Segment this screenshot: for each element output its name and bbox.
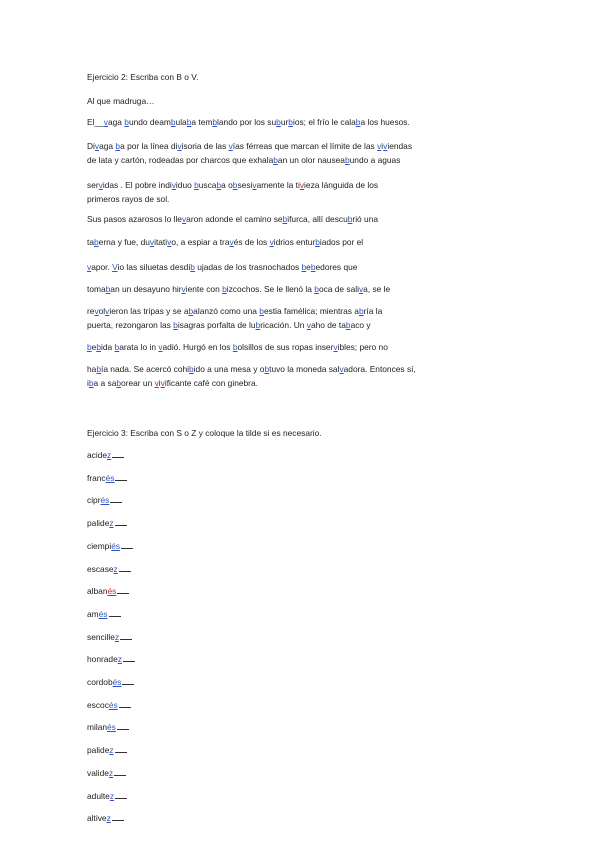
filled-letter: b	[173, 320, 178, 330]
word-item	[87, 472, 127, 484]
filled-letter: b	[273, 155, 278, 165]
text-fragment: aco y	[350, 320, 371, 330]
text-fragment: amente la ti	[256, 180, 300, 190]
filled-letter: v	[383, 141, 388, 151]
filled-letter: b	[355, 117, 361, 127]
filled-letter: b	[259, 306, 264, 316]
word-answer: és	[107, 722, 116, 733]
text-fragment: idrios entur	[273, 237, 316, 247]
filled-letter: V	[112, 262, 118, 272]
text-fragment: e	[91, 342, 97, 352]
text-fragment: isoria de las	[181, 141, 229, 151]
filled-letter: b	[194, 180, 199, 190]
text-fragment: Sus pasos azarosos lo lle	[87, 214, 182, 224]
text-fragment: El__	[87, 117, 104, 127]
exercise2-line	[87, 194, 169, 205]
filled-letter: v	[252, 180, 257, 190]
text-fragment: de lata y cartón, rodeadas por charcos que exhala	[87, 155, 274, 165]
word-item	[87, 699, 131, 711]
text-fragment: erna y fue, du	[98, 237, 150, 247]
answer-blank	[112, 812, 124, 821]
word-stem: cipr	[87, 495, 101, 506]
filled-letter: b	[188, 306, 194, 316]
word-answer: és	[112, 677, 122, 687]
word-answer: z	[114, 631, 120, 642]
text-fragment: és de los	[233, 237, 270, 247]
filled-letter: v	[167, 237, 172, 247]
text-fragment: iduo	[175, 180, 195, 190]
word-item	[87, 744, 127, 756]
answer-blank	[115, 517, 127, 526]
word-stem: milan	[87, 722, 108, 733]
filled-letter: v	[171, 180, 176, 190]
text-fragment: undo a aguas	[349, 155, 401, 165]
text-fragment: aho de ta	[310, 320, 346, 330]
text-fragment: ur	[280, 117, 289, 127]
exercise2-line	[87, 141, 412, 152]
text-fragment: ría la	[363, 306, 383, 316]
answer-blank	[114, 767, 126, 776]
filled-letter: b	[232, 180, 238, 190]
text-fragment: arata lo in	[119, 342, 159, 352]
filled-letter: b	[288, 117, 293, 127]
filled-letter: v	[333, 342, 338, 352]
text-fragment: ieza lánguida de los	[304, 180, 379, 190]
text-fragment: lando por los su	[217, 117, 277, 127]
filled-letter: v	[177, 141, 182, 151]
text-fragment: ios; el frío le cala	[292, 117, 356, 127]
word-stem: escase	[87, 563, 114, 574]
text-fragment: ido a una mesa y o	[193, 364, 265, 374]
text-fragment: iendas	[387, 141, 413, 151]
filled-letter: v	[149, 237, 155, 247]
text-fragment: ujadas de los trasnochados	[194, 262, 302, 272]
text-fragment: estia famélica; mientras a	[263, 306, 359, 316]
word-item	[87, 494, 122, 506]
answer-blank	[117, 585, 129, 594]
word-item	[87, 767, 126, 779]
filled-letter: v	[306, 320, 311, 330]
filled-letter: b	[344, 155, 350, 165]
filled-letter: v	[269, 237, 274, 247]
filled-letter: v	[181, 214, 187, 224]
text-fragment: toma	[87, 284, 106, 294]
exercise2-line	[87, 237, 363, 248]
text-fragment: sesi	[237, 180, 253, 190]
filled-letter: v	[377, 141, 382, 151]
text-fragment: rió una	[352, 214, 379, 224]
text-fragment: an un olor nausea	[277, 155, 345, 165]
word-answer: és	[108, 699, 118, 710]
filled-letter: b	[358, 306, 364, 316]
word-stem: valide	[87, 767, 109, 778]
filled-letter: v	[358, 284, 364, 294]
answer-blank	[123, 653, 135, 662]
answer-blank	[117, 721, 129, 730]
exercise3-title: Ejercicio 3: Escriba con S o Z y coloque la tilde si es necesario.	[87, 428, 322, 438]
exercise2-line	[87, 117, 410, 128]
text-fragment: aga	[107, 117, 125, 127]
word-item	[87, 676, 134, 688]
answer-blank	[109, 608, 121, 617]
filled-letter: b	[347, 214, 353, 224]
text-fragment: ula	[175, 117, 187, 127]
filled-letter-error: v	[299, 180, 305, 190]
word-stem: sencille	[87, 631, 115, 642]
text-fragment: apor.	[91, 262, 113, 272]
text-fragment: iados por el	[319, 237, 364, 247]
word-stem: palide	[87, 518, 110, 529]
answer-blank	[115, 472, 127, 481]
word-item	[87, 653, 135, 665]
text-fragment: e	[306, 262, 311, 272]
filled-letter: b	[88, 378, 94, 388]
word-stem: acide	[87, 450, 108, 460]
exercise2-subtitle: Al que madruga…	[87, 96, 155, 106]
text-fragment: an un desayuno hir	[110, 284, 182, 294]
filled-letter: v	[103, 117, 108, 127]
filled-letter: b	[222, 284, 227, 294]
word-answer: z	[109, 790, 115, 801]
text-fragment: ha	[87, 364, 97, 374]
text-fragment: i	[381, 141, 384, 151]
word-stem: adulte	[87, 790, 110, 801]
word-answer: és	[98, 608, 108, 619]
filled-letter: v	[94, 306, 99, 316]
filled-letter: b	[255, 320, 261, 330]
word-item	[87, 585, 129, 597]
text-fragment: ibles; pero no	[337, 342, 388, 352]
text-fragment: ías férreas que marcan el límite de las	[232, 141, 378, 151]
filled-letter: b	[310, 262, 316, 272]
word-answer: és	[107, 586, 117, 597]
answer-blank	[119, 699, 131, 708]
answer-blank	[121, 540, 133, 549]
text-fragment: iente con	[185, 284, 223, 294]
word-item	[87, 812, 124, 824]
answer-blank	[122, 676, 134, 685]
filled-letter: b	[264, 364, 270, 374]
filled-letter: b	[96, 364, 101, 374]
word-stem: alban	[87, 586, 108, 597]
word-answer: és	[105, 472, 115, 483]
filled-letter: b	[190, 262, 195, 272]
answer-blank	[119, 563, 131, 572]
filled-letter: v	[94, 141, 100, 151]
text-fragment: o, a espiar a tra	[171, 237, 230, 247]
filled-letter: b	[170, 117, 176, 127]
filled-letter: v	[87, 262, 92, 272]
filled-letter: v	[181, 284, 186, 294]
text-fragment: ificante café con ginebra.	[164, 378, 258, 388]
filled-letter: v	[339, 364, 344, 374]
text-fragment: aga	[99, 141, 116, 151]
word-item	[87, 721, 129, 733]
word-item	[87, 449, 124, 461]
word-stem: honrade	[87, 654, 118, 665]
word-answer: z	[117, 654, 122, 665]
exercise2-line	[87, 364, 416, 375]
text-fragment: alanzó como una	[193, 306, 260, 316]
text-fragment: oca de sali	[318, 284, 359, 294]
filled-letter: b	[115, 141, 121, 151]
filled-letter: b	[282, 214, 288, 224]
filled-letter: b	[116, 378, 122, 388]
word-answer: és	[111, 540, 121, 551]
filled-letter: b	[276, 117, 281, 127]
word-item	[87, 563, 131, 575]
word-stem: palide	[87, 745, 110, 756]
word-stem: escoc	[87, 699, 109, 710]
filled-letter: v	[158, 342, 163, 352]
text-fragment: Di	[87, 141, 95, 151]
word-answer: z	[109, 745, 114, 756]
text-fragment: a por la línea di	[120, 141, 178, 151]
exercise2-line	[87, 320, 371, 331]
word-stem: am	[87, 608, 99, 619]
answer-blank	[110, 494, 122, 503]
filled-letter: b	[105, 284, 111, 294]
filled-letter: b	[124, 117, 129, 127]
filled-letter: b	[216, 180, 222, 190]
exercise2-line	[87, 214, 378, 225]
filled-letter: b	[87, 342, 92, 352]
word-stem: franc	[87, 472, 106, 483]
filled-letter: v	[105, 306, 110, 316]
word-answer: z	[107, 450, 112, 460]
filled-letter: b	[186, 117, 192, 127]
filled-letter: b	[345, 320, 351, 330]
text-fragment: ricación. Un	[260, 320, 307, 330]
text-fragment: ifurca, allí descu	[287, 214, 348, 224]
answer-blank	[115, 790, 127, 799]
filled-letter: b	[94, 237, 99, 247]
text-fragment: ta	[87, 237, 94, 247]
word-item	[87, 540, 133, 552]
text-fragment: undo deam	[128, 117, 171, 127]
word-answer: z	[106, 813, 111, 824]
exercise2-line	[87, 262, 357, 273]
filled-letter: b	[314, 284, 319, 294]
text-fragment: idas . El pobre indi	[102, 180, 172, 190]
word-answer: z	[113, 563, 118, 574]
exercise2-line	[87, 306, 382, 317]
text-fragment: ieron las tripas y se a	[109, 306, 189, 316]
filled-letter: b	[232, 342, 238, 352]
text-fragment: a tem	[191, 117, 213, 127]
text-fragment: ida	[101, 342, 115, 352]
word-stem: ciempi	[87, 540, 112, 551]
filled-letter: b	[96, 342, 102, 352]
filled-letter: b	[315, 237, 320, 247]
word-item	[87, 608, 121, 620]
text-fragment: primeros rayos de sol.	[87, 194, 170, 204]
word-stem: altive	[87, 813, 107, 824]
text-fragment: olsillos de sus ropas inser	[237, 342, 334, 352]
text-fragment: usca	[198, 180, 217, 190]
filled-letter: b	[114, 342, 120, 352]
filled-letter: b	[301, 262, 307, 272]
word-answer: z	[109, 518, 114, 529]
text-fragment: ía nada. Se acercó cohi	[101, 364, 189, 374]
exercise2-line	[87, 180, 378, 191]
text-fragment: a o	[221, 180, 233, 190]
text-fragment: izcochos. Se le llenó la	[226, 284, 315, 294]
filled-letter-error: v	[160, 378, 165, 388]
filled-letter: b	[212, 117, 218, 127]
filled-letter-error: v	[154, 378, 159, 388]
word-stem: cordob	[87, 677, 113, 687]
text-fragment: orear un	[121, 378, 155, 388]
text-fragment: i	[87, 378, 89, 388]
filled-letter: b	[189, 364, 194, 374]
text-fragment: a los huesos.	[360, 117, 410, 127]
exercise2-line	[87, 378, 258, 389]
filled-letter: v	[229, 237, 234, 247]
exercise2-line	[87, 284, 390, 295]
exercise2-title: Ejercicio 2: Escriba con B o V.	[87, 72, 199, 82]
word-answer: és	[100, 495, 110, 506]
text-fragment: puerta, rezongaron las	[87, 320, 174, 330]
exercise2-line	[87, 342, 388, 353]
text-fragment: tuvo la moneda sal	[269, 364, 340, 374]
text-fragment: isagras porfalta de lu	[177, 320, 256, 330]
word-item	[87, 631, 132, 643]
text-fragment: edores que	[315, 262, 358, 272]
text-fragment: ol	[98, 306, 106, 316]
text-fragment: itati	[154, 237, 168, 247]
text-fragment: re	[87, 306, 95, 316]
text-fragment: a a sa	[93, 378, 117, 388]
answer-blank	[115, 744, 127, 753]
answer-blank	[120, 631, 132, 640]
word-item	[87, 790, 127, 802]
text-fragment: adió. Hurgó en los	[162, 342, 233, 352]
word-item	[87, 517, 127, 529]
word-answer: z	[108, 767, 114, 778]
text-fragment: ser	[87, 180, 99, 190]
filled-letter: v	[98, 180, 103, 190]
answer-blank	[112, 449, 124, 458]
filled-letter: v	[228, 141, 233, 151]
exercise2-line	[87, 155, 400, 166]
text-fragment: i	[158, 378, 161, 388]
text-fragment: io las siluetas desdi	[117, 262, 191, 272]
text-fragment: a, se le	[363, 284, 391, 294]
text-fragment: adora. Entonces sí,	[343, 364, 416, 374]
text-fragment: aron adonde el camino se	[186, 214, 283, 224]
